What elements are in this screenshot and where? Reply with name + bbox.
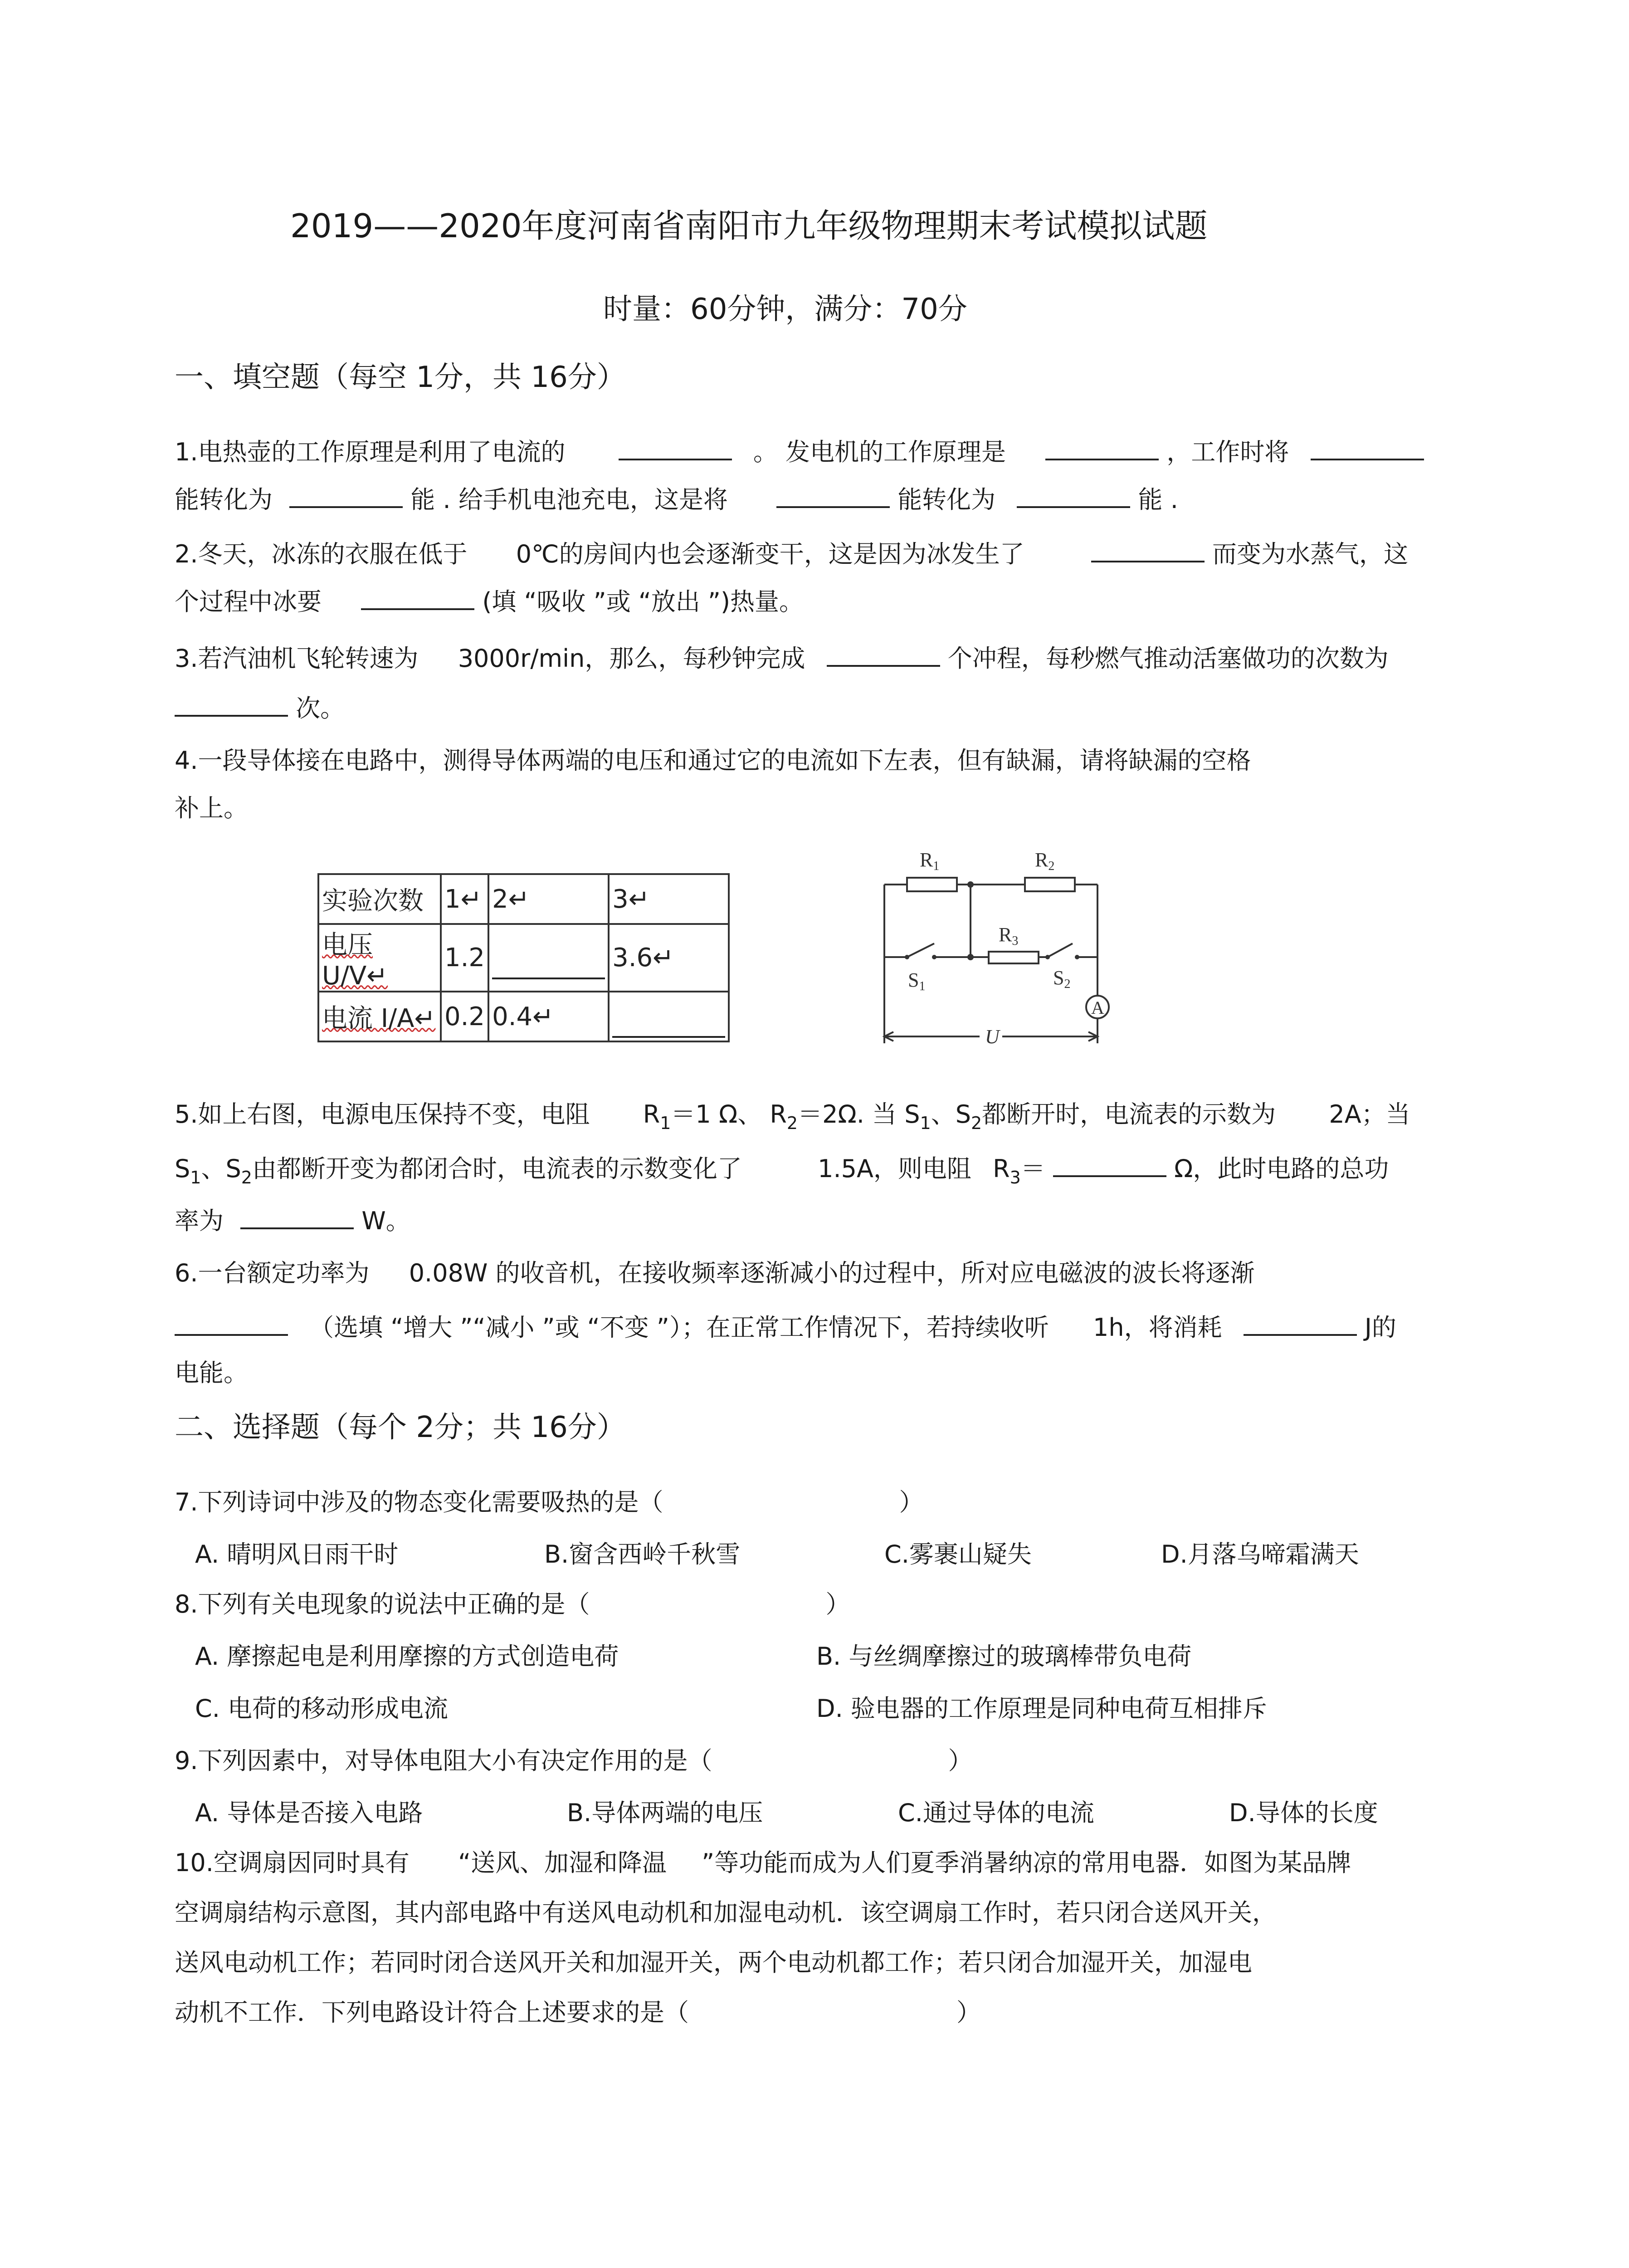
data-table — [317, 873, 730, 1042]
section-multiple-choice: 二、选择题（每个 2分；共 16分） — [175, 1411, 626, 1444]
q1-text-f: 能转化为 — [897, 485, 996, 514]
separator: 、 — [201, 1154, 226, 1183]
question-5-line3 — [175, 1207, 410, 1233]
answer-bracket[interactable]: ） — [899, 1488, 924, 1516]
q6-text-d: 1h，将消耗 — [1093, 1313, 1222, 1342]
table-cell: 0.2 — [441, 992, 488, 1041]
r1-value: ＝1 Ω、 — [671, 1100, 762, 1129]
answer-blank[interactable] — [1244, 1313, 1357, 1336]
page-title: 2019——2020年度河南省南阳市九年级物理期末考试模拟试题 — [290, 207, 1208, 245]
svg-text:R2: R2 — [1035, 849, 1055, 873]
q7-option-b[interactable]: B.窗含西岭千秋雪 — [544, 1540, 741, 1569]
q8-option-d[interactable]: D. 验电器的工作原理是同种电荷互相排斥 — [816, 1694, 1267, 1723]
q2-text-d: 个过程中冰要 — [175, 587, 322, 616]
svg-text:S1: S1 — [908, 969, 926, 993]
q1-text-a: 1.电热壶的工作原理是利用了电流的 — [175, 438, 566, 466]
q5-text-g: Ω，此时电路的总功 — [1174, 1154, 1389, 1183]
q9-option-b[interactable]: B.导体两端的电压 — [567, 1799, 763, 1827]
svg-text:U: U — [985, 1026, 1000, 1048]
question-2-line2 — [175, 587, 804, 614]
table-cell: 1.2 — [441, 924, 488, 992]
q5-text-b: 都断开时，电流表的示数为 — [982, 1100, 1276, 1129]
q9-stem-text: 9.下列因素中，对导体电阻大小有决定作用的是（ — [175, 1746, 712, 1775]
table-header-cell: 实验次数 — [318, 874, 441, 924]
question-5-line2 — [175, 1154, 1389, 1186]
resistor-r3 — [989, 952, 1039, 963]
question-4-line1: 4.一段导体接在电路中，测得导体两端的电压和通过它的电流如下左表，但有缺漏，请将缺漏的空格 — [175, 746, 1251, 775]
resistor-r2 — [1025, 878, 1075, 891]
table-answer-cell[interactable] — [609, 992, 729, 1041]
table-header-cell: 电压 U/V↵ — [318, 924, 441, 992]
q1-text-d: 能转化为 — [175, 485, 273, 514]
question-9-stem — [175, 1746, 973, 1775]
q5-text-a: 5.如上右图，电源电压保持不变，电阻 — [175, 1100, 590, 1129]
answer-bracket[interactable]: ） — [825, 1590, 850, 1618]
question-10-line2: 空调扇结构示意图，其内部电路中有送风电动机和加湿电动机．该空调扇工作时，若只闭合送风开关， — [175, 1898, 1277, 1927]
r2-label: $R_2$ — [770, 1100, 798, 1133]
switch-s1 — [907, 943, 934, 957]
q6-text-b: 0.08W 的收音机，在接收频率逐渐减小的过程中，所对应电磁波的波长将逐渐 — [409, 1259, 1255, 1287]
q2-text-b: 0℃的房间内也会逐渐变干，这是因为冰发生了 — [516, 540, 1024, 568]
q1-text-b: 。 发电机的工作原理是 — [753, 438, 1006, 466]
q6-text-e: J的 — [1364, 1313, 1396, 1342]
q3-text-b: 3000r/min，那么，每秒钟完成 — [458, 644, 805, 673]
table-header-cell: 电流 I/A↵ — [318, 992, 441, 1041]
q3-text-c: 个冲程，每秒燃气推动活塞做功的次数为 — [947, 644, 1389, 673]
answer-blank[interactable] — [175, 694, 288, 717]
switch-s2 — [1048, 943, 1073, 957]
table-cell: 0.4↵ — [488, 992, 609, 1041]
answer-blank[interactable] — [619, 438, 732, 460]
q8-option-b[interactable]: B. 与丝绸摩擦过的玻璃棒带负电荷 — [816, 1642, 1192, 1671]
question-7-stem — [175, 1490, 924, 1515]
answer-blank[interactable] — [240, 1207, 354, 1229]
q6-text-c: （选填 “增大 ”“减小 ”或 “不变 ”）；在正常工作情况下，若持续收听 — [309, 1313, 1049, 1342]
q5-text-e: 由都断开变为都闭合时，电流表的示数变化了 — [252, 1154, 742, 1183]
svg-text:A: A — [1091, 997, 1104, 1018]
question-10-line4 — [175, 2000, 981, 2025]
svg-text:S2: S2 — [1053, 967, 1071, 991]
table-row — [318, 924, 729, 992]
q5-text-f: 1.5A，则电阻 — [818, 1154, 971, 1183]
answer-blank[interactable] — [289, 485, 403, 508]
q10-text-a: 10.空调扇因同时具有 — [175, 1848, 410, 1877]
q3-text-d: 次。 — [296, 694, 345, 723]
s2-label: $S_2$ — [225, 1154, 252, 1188]
question-5-line1 — [175, 1102, 1410, 1132]
question-1-line2 — [175, 485, 1178, 512]
q1-text-c: ，工作时将 — [1166, 438, 1289, 466]
q8-option-a[interactable]: A. 摩擦起电是利用摩擦的方式创造电荷 — [195, 1642, 619, 1671]
answer-bracket[interactable]: ） — [956, 1998, 981, 2027]
q7-stem-text: 7.下列诗词中涉及的物态变化需要吸热的是（ — [175, 1488, 663, 1516]
answer-blank[interactable] — [1053, 1154, 1166, 1177]
r2-value: ＝2Ω. 当 — [798, 1100, 897, 1129]
table-cell: 3.6↵ — [609, 924, 729, 992]
table-answer-cell[interactable] — [488, 924, 609, 992]
q1-text-e: 能 . 给手机电池充电，这是将 — [410, 485, 728, 514]
answer-bracket[interactable]: ） — [948, 1746, 973, 1775]
section-fill-blank: 一、填空题（每空 1分，共 16分） — [175, 361, 626, 394]
table-row — [318, 874, 729, 924]
question-3-line1 — [175, 644, 1389, 671]
circuit-diagram — [866, 835, 1147, 1061]
q5-text-i: W。 — [361, 1207, 410, 1235]
q9-option-d[interactable]: D.导体的长度 — [1229, 1799, 1378, 1827]
question-10-line3: 送风电动机工作；若同时闭合送风开关和加湿开关，两个电动机都工作；若只闭合加湿开关，加湿电 — [175, 1948, 1252, 1977]
table-cell: 1↵ — [441, 874, 488, 924]
question-4-line2: 补上。 — [175, 794, 248, 822]
question-1-line1 — [175, 438, 1424, 464]
s1-label: $S_1$ — [904, 1100, 931, 1133]
q10-text-l4: 动机不工作．下列电路设计符合上述要求的是（ — [175, 1998, 689, 2027]
q6-text-a: 6.一台额定功率为 — [175, 1259, 370, 1287]
q9-option-a[interactable]: A. 导体是否接入电路 — [195, 1799, 423, 1827]
table-row — [318, 992, 729, 1041]
q3-text-a: 3.若汽油机飞轮转速为 — [175, 644, 419, 673]
equals-sign: ＝ — [1020, 1154, 1045, 1183]
q8-stem-text: 8.下列有关电现象的说法中正确的是（ — [175, 1590, 590, 1618]
q1-text-g: 能 . — [1138, 485, 1178, 514]
question-6-line2 — [175, 1313, 1396, 1340]
q5-text-h: 率为 — [175, 1207, 224, 1235]
separator: 、 — [931, 1100, 956, 1129]
question-6-line3: 电能。 — [175, 1359, 248, 1387]
s1-label: $S_1$ — [175, 1154, 201, 1188]
answer-blank[interactable] — [776, 485, 890, 508]
q2-text-c: 而变为水蒸气，这 — [1212, 540, 1409, 568]
question-3-line2 — [175, 694, 345, 721]
svg-text:R3: R3 — [999, 924, 1019, 948]
q10-text-b: “送风、加湿和降温 — [458, 1848, 667, 1877]
question-10-line1 — [175, 1848, 1351, 1877]
question-6-line1 — [175, 1261, 1255, 1286]
q8-option-c[interactable]: C. 电荷的移动形成电流 — [195, 1694, 449, 1723]
q7-option-d[interactable]: D.月落乌啼霜满天 — [1161, 1540, 1359, 1569]
table-cell: 2↵ — [488, 874, 609, 924]
answer-blank[interactable] — [361, 587, 474, 610]
exam-info: 时量：60分钟，满分：70分 — [603, 293, 967, 326]
q7-option-c[interactable]: C.雾裹山疑失 — [884, 1540, 1032, 1569]
q10-text-c: ”等功能而成为人们夏季消暑纳凉的常用电器．如图为某品牌 — [702, 1848, 1351, 1877]
q9-option-c[interactable]: C.通过导体的电流 — [898, 1799, 1094, 1827]
q5-text-c: 2A；当 — [1329, 1100, 1410, 1129]
answer-blank[interactable] — [827, 644, 940, 667]
answer-blank[interactable] — [1091, 540, 1205, 562]
q2-text-a: 2.冬天，冰冻的衣服在低于 — [175, 540, 468, 568]
table-cell: 3↵ — [609, 874, 729, 924]
resistor-r1 — [907, 878, 957, 891]
question-8-stem — [175, 1592, 850, 1617]
q2-text-e: (填 “吸收 ”或 “放出 ”)热量。 — [482, 587, 804, 616]
q7-option-a[interactable]: A. 晴明风日雨干时 — [195, 1540, 399, 1569]
answer-blank[interactable] — [1017, 485, 1130, 508]
question-2-line1 — [175, 540, 1408, 567]
answer-blank[interactable] — [175, 1313, 288, 1336]
r3-label: $R_3$ — [993, 1154, 1021, 1188]
answer-blank[interactable] — [1311, 438, 1424, 460]
r1-label: $R_1$ — [643, 1100, 671, 1133]
s2-label: $S_2$ — [955, 1100, 982, 1133]
answer-blank[interactable] — [1045, 438, 1159, 460]
svg-text:R1: R1 — [920, 849, 940, 873]
